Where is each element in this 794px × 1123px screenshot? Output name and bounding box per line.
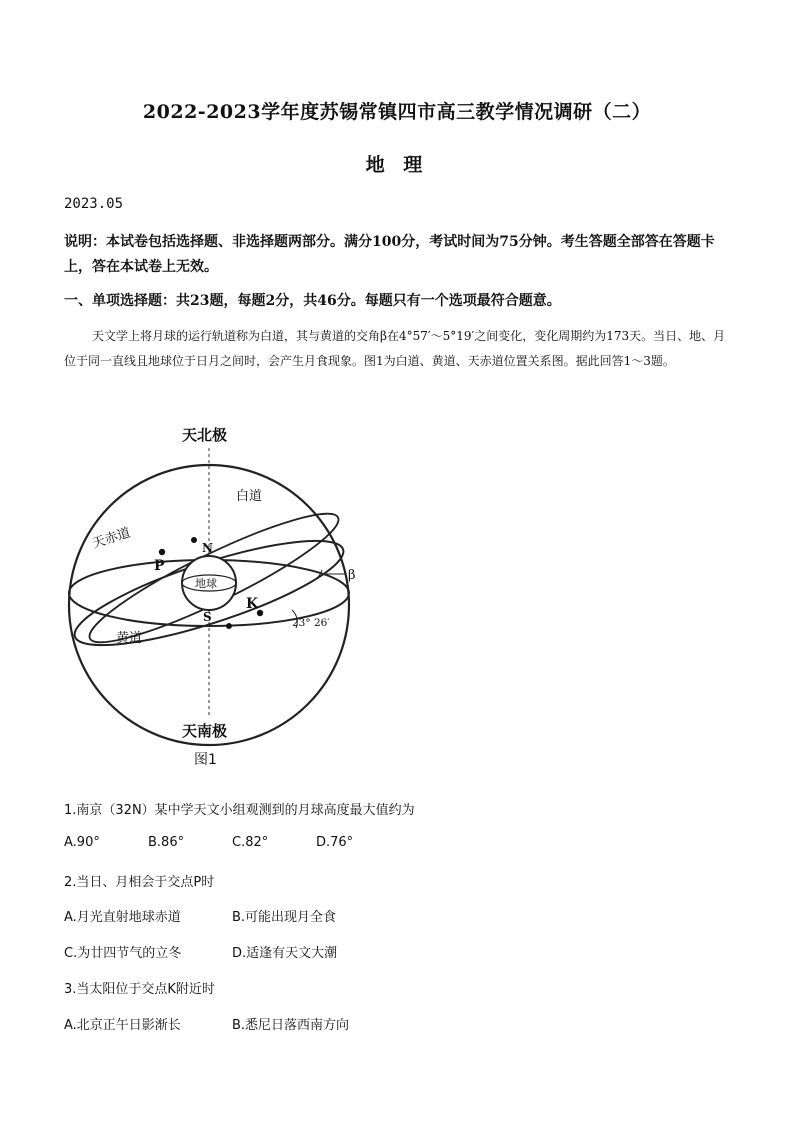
celestial-equator-label: 天赤道 <box>90 525 133 552</box>
point-s-dot <box>226 623 232 629</box>
point-k-label: K <box>246 596 259 612</box>
moon-orbit-label: 白道 <box>236 489 263 504</box>
exam-date: 2023.05 <box>64 196 124 212</box>
exam-title: 2022-2023学年度苏锡常镇四市高三教学情况调研（二） <box>142 101 652 123</box>
question-1-stem: 1.南京（32N）某中学天文小组观测到的月球高度最大值约为 <box>64 803 415 818</box>
point-n-label: N <box>202 541 213 555</box>
ecliptic-label: 黄道 <box>116 631 143 646</box>
q1-option-a[interactable]: A.90° <box>64 835 100 850</box>
point-p-dot <box>159 549 165 555</box>
q3-option-b[interactable]: B.悉尼日落西南方向 <box>232 1018 350 1033</box>
celestial-sphere-diagram <box>64 418 364 778</box>
figure-caption: 图1 <box>194 752 217 768</box>
question-3-stem: 3.当太阳位于交点K附近时 <box>64 982 215 997</box>
q2-option-d[interactable]: D.适逢有天文大潮 <box>232 946 338 961</box>
subject-title: 地 理 <box>365 154 429 176</box>
south-pole-label: 天南极 <box>182 722 228 740</box>
q1-option-d[interactable]: D.76° <box>316 835 354 850</box>
reading-passage: 天文学上将月球的运行轨道称为白道，其与黄道的交角β在4°57′～5°19′之间变化，变化周期约为173天。当日、地、月位于同一直线且地球位于日月之间时，会产生月食现象。图1为白道、黄道、天赤道位置关系图。据此回答1～3题。 <box>64 329 726 368</box>
q2-option-a[interactable]: A.月光直射地球赤道 <box>64 910 181 925</box>
angle-label: 23° 26′ <box>292 617 330 629</box>
point-n-dot <box>191 537 197 543</box>
q2-option-c[interactable]: C.为廿四节气的立冬 <box>64 946 182 961</box>
point-s-label: S <box>203 610 212 624</box>
question-2-stem: 2.当日、月相会于交点P时 <box>64 875 215 890</box>
q1-option-b[interactable]: B.86° <box>148 835 185 850</box>
north-pole-label: 天北极 <box>182 426 228 444</box>
q1-option-c[interactable]: C.82° <box>232 835 269 850</box>
q3-option-a[interactable]: A.北京正午日影渐长 <box>64 1018 181 1033</box>
section-heading: 一、单项选择题：共23题，每题2分，共46分。每题只有一个选项最符合题意。 <box>64 293 561 309</box>
q2-option-b[interactable]: B.可能出现月全食 <box>232 910 337 925</box>
point-p-label: P <box>154 558 165 574</box>
earth-label: 地球 <box>195 577 217 590</box>
celestial-sphere-figure <box>64 418 364 778</box>
exam-instructions: 说明：本试卷包括选择题、非选择题两部分。满分100分，考试时间为75分钟。考生答题全部答在答题卡上，答在本试卷上无效。 <box>64 234 715 275</box>
beta-label: β <box>348 568 356 583</box>
